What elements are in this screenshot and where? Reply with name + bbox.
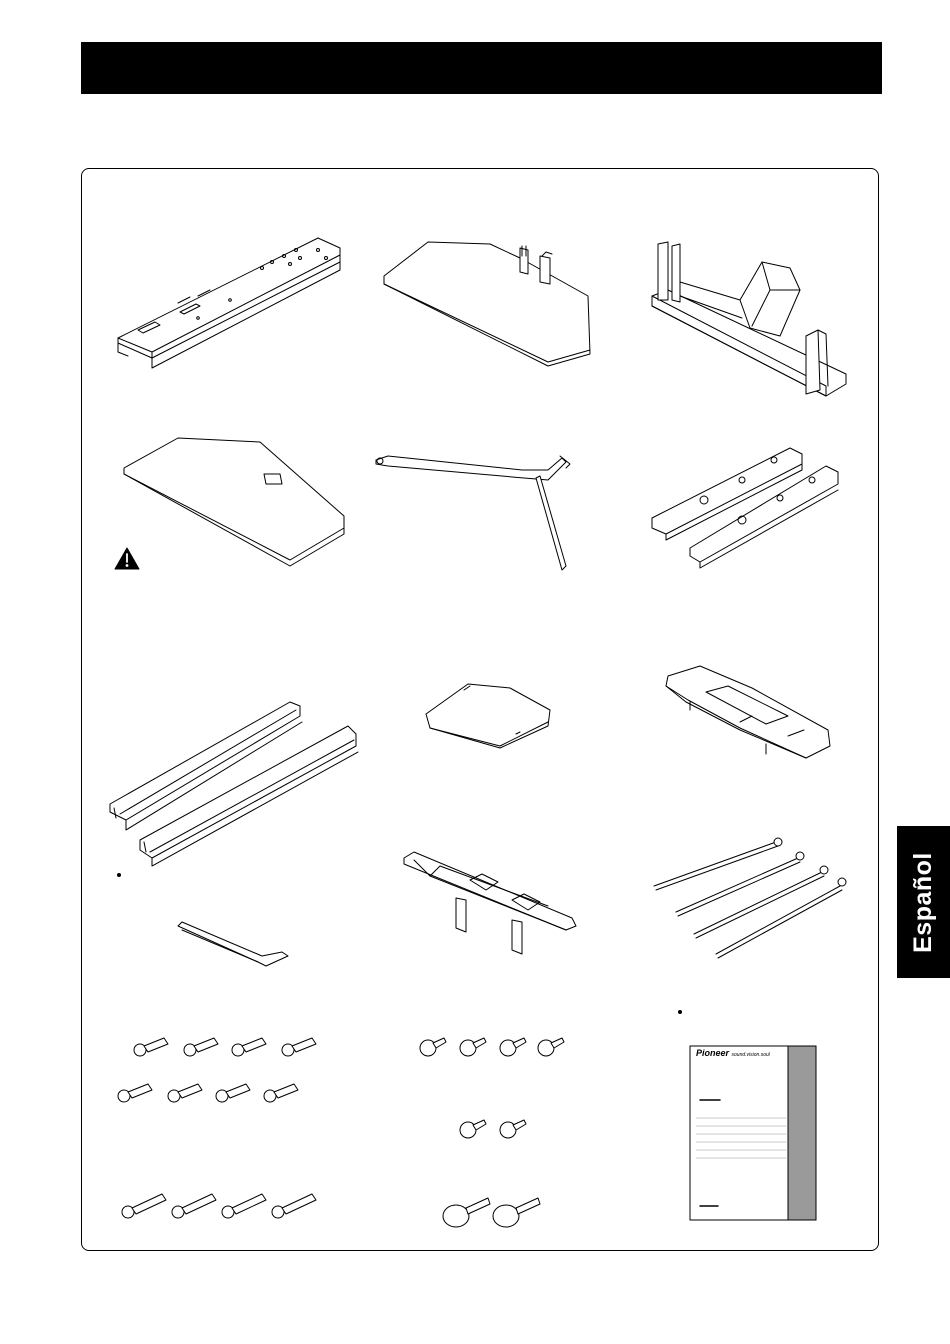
cover-plate-illustration — [426, 684, 550, 748]
hex-key-illustration — [178, 922, 288, 966]
channel-beam-illustration — [118, 238, 340, 368]
round-screws-illustration — [420, 1038, 564, 1138]
support-rod-illustration — [376, 456, 570, 570]
short-bolts-illustration — [118, 1038, 316, 1102]
manual-brand-tagline: sound.vision.soul — [731, 1052, 770, 1058]
warning-triangle-icon — [115, 548, 139, 569]
top-plate-illustration — [384, 242, 590, 366]
long-bolts-illustration — [122, 1194, 316, 1218]
foot-pad-illustration — [666, 666, 830, 758]
manual-booklet-illustration — [690, 1046, 816, 1220]
language-tab-label: Español — [909, 851, 937, 953]
base-frame-illustration — [652, 242, 846, 396]
long-rails-illustration — [110, 702, 358, 866]
knob-screws-illustration — [443, 1198, 540, 1227]
lower-plate-illustration — [124, 438, 344, 566]
manual-brand-name: Pioneer — [696, 1048, 730, 1058]
manual-brand-logo — [696, 1048, 770, 1060]
cable-ties-illustration — [654, 838, 846, 958]
center-bracket-illustration — [404, 852, 576, 954]
square-brackets-illustration — [652, 448, 838, 568]
